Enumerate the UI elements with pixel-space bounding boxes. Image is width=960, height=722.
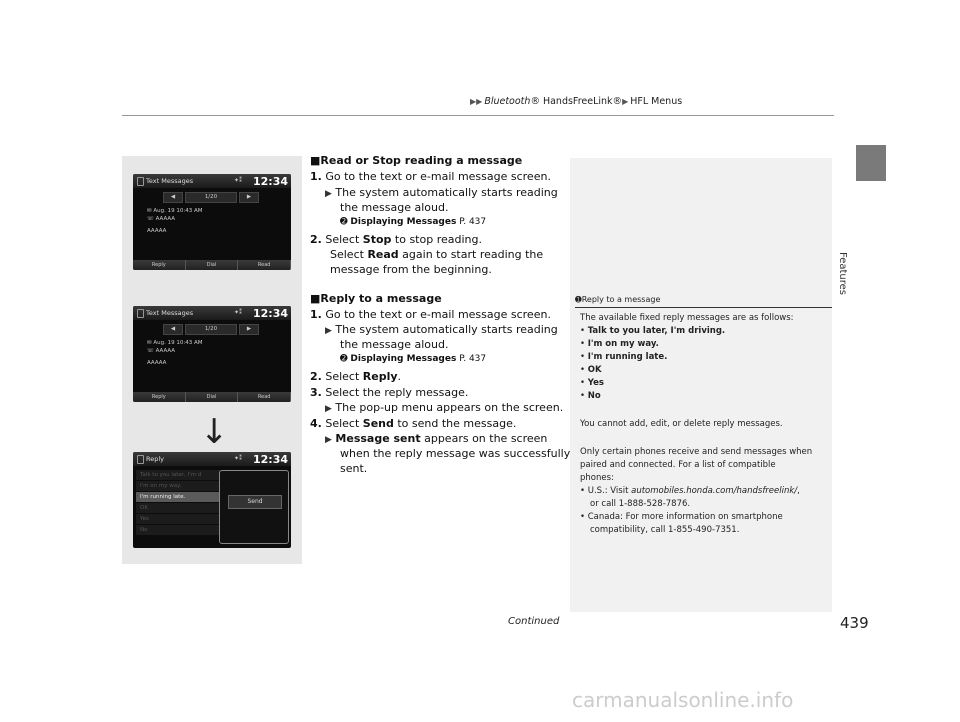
reply-step-1: 1. Go to the text or e-mail message screen. bbox=[310, 308, 551, 321]
read-step-1-result-cont: the message aloud. bbox=[340, 201, 449, 214]
reply-option-selected[interactable]: I'm running late. bbox=[136, 492, 220, 502]
send-popup bbox=[219, 470, 289, 544]
screen-title: Text Messages bbox=[146, 309, 194, 317]
dial-button[interactable]: Dial bbox=[186, 260, 239, 270]
breadcrumb-reg: ® bbox=[530, 96, 540, 107]
text-messages-screen-2 bbox=[133, 306, 291, 402]
reply-xref[interactable]: ➋ Displaying Messages P. 437 bbox=[340, 354, 487, 364]
note-item: • No bbox=[580, 391, 601, 401]
reply-step-3-result: ▶ The pop-up menu appears on the screen. bbox=[325, 401, 564, 414]
message-sender: ☏ AAAAA bbox=[147, 348, 176, 354]
note-panel bbox=[570, 158, 832, 612]
chapter-tab bbox=[856, 145, 886, 181]
send-button[interactable]: Send bbox=[228, 495, 282, 509]
next-arrow-icon[interactable]: ▶ bbox=[239, 324, 259, 335]
clock: 12:34 bbox=[252, 175, 288, 188]
note-cannot: You cannot add, edit, or delete reply messages. bbox=[580, 419, 783, 429]
read-step-2: 2. Select Stop to stop reading. bbox=[310, 233, 482, 246]
note-canada-call: compatibility, call 1-855-490-7351. bbox=[590, 525, 740, 535]
phone-icon bbox=[137, 177, 144, 186]
note-canada: • Canada: For more information on smartphone bbox=[580, 512, 783, 522]
reply-screen bbox=[133, 452, 291, 548]
note-heading: ➊Reply to a message bbox=[575, 295, 661, 304]
prev-arrow-icon[interactable]: ◀ bbox=[163, 192, 183, 203]
screen-title: Reply bbox=[146, 455, 165, 463]
screen-title: Text Messages bbox=[146, 177, 194, 185]
chapter-label: Features bbox=[837, 252, 848, 295]
phone-icon bbox=[137, 455, 144, 464]
phone-icon bbox=[137, 309, 144, 318]
text-messages-screen bbox=[133, 174, 291, 270]
breadcrumb-bluetooth: Bluetooth bbox=[484, 96, 531, 107]
read-step-2c: message from the beginning. bbox=[330, 263, 492, 276]
screen-buttons bbox=[133, 260, 291, 270]
note-only-a: Only certain phones receive and send messages when bbox=[580, 447, 813, 457]
watermark: carmanualsonline.info bbox=[572, 688, 794, 712]
breadcrumb-handsfreelink: HandsFreeLink® bbox=[542, 96, 623, 107]
note-only-c: phones: bbox=[580, 473, 614, 483]
note-us: • U.S.: Visit automobiles.honda.com/handsfreelink/, bbox=[580, 486, 800, 496]
signal-icon: ✦⁑ bbox=[234, 309, 243, 316]
reply-option[interactable]: Talk to you later, I'm d bbox=[136, 470, 220, 480]
message-sender: ☏ AAAAA bbox=[147, 216, 176, 222]
signal-icon: ✦⁑ bbox=[234, 455, 243, 462]
screenshot-column bbox=[122, 156, 302, 564]
message-counter: 1/20 bbox=[185, 192, 237, 203]
result-arrow-icon: ▶ bbox=[325, 435, 332, 445]
reply-step-2: 2. Select Reply. bbox=[310, 370, 402, 383]
reply-button[interactable]: Reply bbox=[133, 392, 186, 402]
continued-label: Continued bbox=[508, 616, 560, 627]
down-arrow-icon: ↓ bbox=[200, 412, 229, 452]
note-intro: The available fixed reply messages are as follows: bbox=[580, 313, 794, 323]
screen-buttons bbox=[133, 392, 291, 402]
note-rule bbox=[575, 307, 832, 308]
message-date: ✉ Aug. 19 10:43 AM bbox=[147, 340, 203, 346]
signal-icon: ✦⁑ bbox=[234, 177, 243, 184]
result-arrow-icon: ▶ bbox=[325, 326, 332, 336]
note-item: • OK bbox=[580, 365, 602, 375]
result-arrow-icon: ▶ bbox=[325, 189, 332, 199]
note-item: • I'm on my way. bbox=[580, 339, 659, 349]
reply-option[interactable]: I'm on my way. bbox=[136, 481, 220, 491]
breadcrumb-hfl-menus: HFL Menus bbox=[630, 96, 683, 107]
honda-link[interactable]: automobiles.honda.com/handsfreelink/ bbox=[631, 486, 798, 496]
read-button[interactable]: Read bbox=[238, 392, 291, 402]
reply-step-4-result: ▶ Message sent appears on the screen bbox=[325, 432, 548, 445]
read-step-1-result: ▶ The system automatically starts reading bbox=[325, 186, 558, 199]
note-us-call: or call 1-888-528-7876. bbox=[590, 499, 691, 509]
reply-step-4-result-b: when the reply message was successfully bbox=[340, 447, 571, 460]
note-item: • I'm running late. bbox=[580, 352, 668, 362]
message-date: ✉ Aug. 19 10:43 AM bbox=[147, 208, 203, 214]
clock: 12:34 bbox=[252, 453, 288, 466]
reply-step-1-result-cont: the message aloud. bbox=[340, 338, 449, 351]
message-body: AAAAA bbox=[147, 360, 167, 366]
next-arrow-icon[interactable]: ▶ bbox=[239, 192, 259, 203]
breadcrumb-arrow-icon: ▶▶ bbox=[470, 97, 483, 106]
section-heading-reply: ■Reply to a message bbox=[310, 292, 442, 305]
reply-step-1-result: ▶ The system automatically starts reading bbox=[325, 323, 558, 336]
clock: 12:34 bbox=[252, 307, 288, 320]
read-step-2b: Select Read again to start reading the bbox=[330, 248, 544, 261]
reply-button[interactable]: Reply bbox=[133, 260, 186, 270]
reply-option[interactable]: Yes bbox=[136, 514, 220, 524]
breadcrumb bbox=[470, 96, 682, 107]
message-counter: 1/20 bbox=[185, 324, 237, 335]
read-button[interactable]: Read bbox=[238, 260, 291, 270]
reply-step-4: 4. Select Send to send the message. bbox=[310, 417, 517, 430]
note-item: • Yes bbox=[580, 378, 604, 388]
header-rule bbox=[122, 115, 834, 116]
section-heading-read: ■Read or Stop reading a message bbox=[310, 154, 523, 167]
breadcrumb-arrow-icon: ▶ bbox=[622, 97, 629, 106]
read-step-1: 1. Go to the text or e-mail message screen. bbox=[310, 170, 551, 183]
reply-step-4-result-c: sent. bbox=[340, 462, 368, 475]
reply-option[interactable]: OK bbox=[136, 503, 220, 513]
message-body: AAAAA bbox=[147, 228, 167, 234]
note-only-b: paired and connected. For a list of compatible bbox=[580, 460, 776, 470]
prev-arrow-icon[interactable]: ◀ bbox=[163, 324, 183, 335]
reply-step-3: 3. Select the reply message. bbox=[310, 386, 469, 399]
read-xref[interactable]: ➋ Displaying Messages P. 437 bbox=[340, 217, 487, 227]
note-item: • Talk to you later, I'm driving. bbox=[580, 326, 726, 336]
dial-button[interactable]: Dial bbox=[186, 392, 239, 402]
result-arrow-icon: ▶ bbox=[325, 404, 332, 414]
page-number: 439 bbox=[840, 614, 869, 632]
reply-option[interactable]: No bbox=[136, 525, 220, 535]
